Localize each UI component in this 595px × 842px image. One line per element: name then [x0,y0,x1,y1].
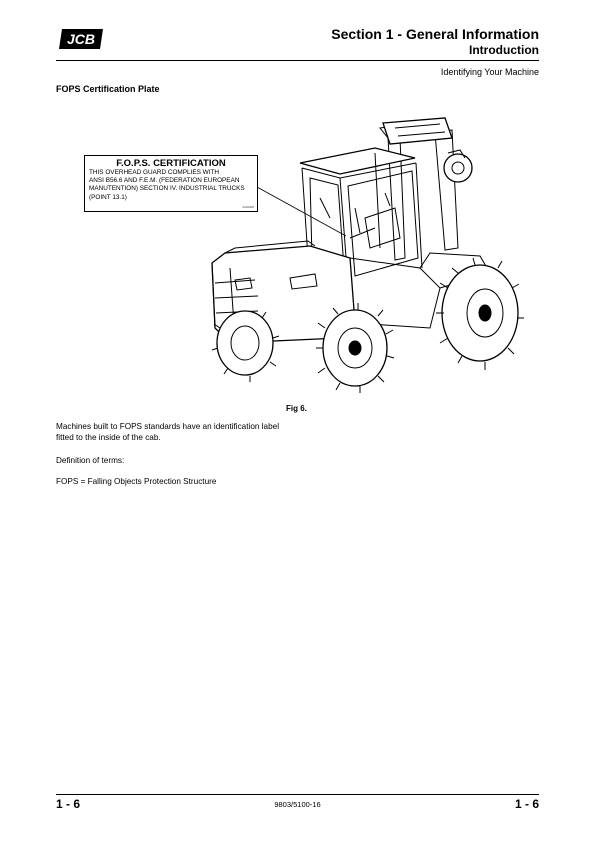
section-title: Section 1 - General Information [331,26,539,42]
paragraph-identification: Machines built to FOPS standards have an identification label fitted to the inside of the cab. [56,422,280,442]
subsection-title: Introduction [469,43,539,57]
breadcrumb: Identifying Your Machine [440,67,539,77]
figure-caption: Fig 6. [286,404,307,413]
document-number: 9803/5100-16 [274,800,321,809]
footer-divider [56,794,539,795]
logo-text: JCB [66,31,96,47]
fops-plate [84,155,258,212]
plate-text: THIS OVERHEAD GUARD COMPLIES WITH ANSI B56.6 AND F.E.M. (FEDERATION EUROPEAN MANUTENTION) SECTION IV. INDUSTRIAL TRUCKS (POINT 13.1) [89,169,245,201]
page-heading: FOPS Certification Plate [56,84,160,94]
plate-code: A1234000 [242,206,254,209]
paragraph-definition-heading: Definition of terms: [56,456,125,465]
plate-title: F.O.P.S. CERTIFICATION [116,158,226,169]
page-number-left: 1 - 6 [56,797,81,811]
paragraph-fops-definition: FOPS = Falling Objects Protection Structure [56,477,217,486]
page-number-right: 1 - 6 [514,797,539,811]
